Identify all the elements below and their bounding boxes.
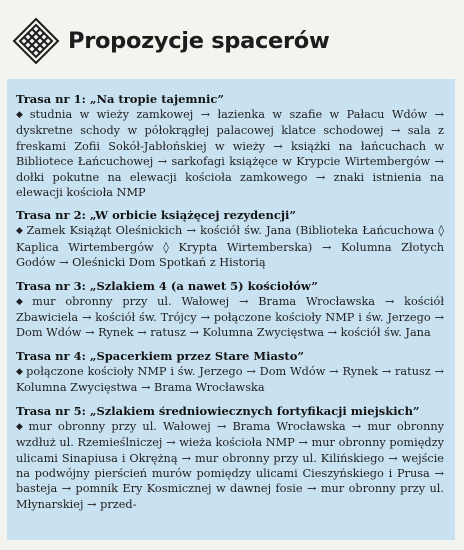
diamond-lattice-icon xyxy=(12,17,60,65)
route-description xyxy=(16,223,444,270)
route-description xyxy=(16,419,444,512)
route-3 xyxy=(16,279,444,341)
route-title: Trasa nr 3: „Szlakiem 4 (a nawet 5) kościołów” xyxy=(16,278,318,293)
route-stops: połączone kościoły NMP i św. Jerzego → Dom Wdów → Rynek → ratusz → Kolumna Zwycięstwa → Brama Wrocławska xyxy=(16,364,445,395)
route-1 xyxy=(16,92,444,200)
bullet-icon: ◆ xyxy=(16,226,24,237)
route-4 xyxy=(16,349,444,396)
bullet-icon: ◆ xyxy=(16,296,30,307)
route-description xyxy=(16,294,444,341)
route-description xyxy=(16,107,444,200)
bullet-icon: ◆ xyxy=(16,110,27,120)
route-stops: mur obronny przy ul. Wałowej → Brama Wrocławska → kościół Zbawiciela → kościół św. Trójcy → połączone kościoły NMP i św. Jerzego → Dom Wdów → Rynek → ratusz → Kolumna Zwycięstwa → kościół św. Jana xyxy=(16,294,444,340)
header xyxy=(12,17,329,65)
route-title: Trasa nr 5: „Szlakiem średniowiecznych fortyfikacji miejskich” xyxy=(16,403,420,418)
route-description xyxy=(16,364,444,396)
route-2 xyxy=(16,208,444,270)
page-title: Propozycje spacerów xyxy=(68,28,330,54)
route-stops: mur obronny przy ul. Wałowej → Brama Wrocławska → mur obronny wzdłuż ul. Rzemieślniczej → wieża kościoła NMP → mur obronny pomiędzy ulicami Sinapiusa i Okrężną → mur obronny przy ul. Kilińskiego → wejście na podwójny pierścień murów pomiędzy ulicami Cieszyńskiego i Prusa → basteja → pomnik Ery Kosmicznej w dawnej fosie → mur obronny przy ul. Młynarskiej → przed- xyxy=(16,419,445,511)
bullet-icon: ◆ xyxy=(16,421,26,432)
route-stops: Zamek Książąt Oleśnickich → kościół św. Jana (Biblioteka Łańcuchowa ◊ Kaplica Wirtembergów ◊ Krypta Wirtemberska) → Kolumna Złotych Godów → Oleśnicki Dom Spotkań z Historią xyxy=(16,224,444,270)
route-title: Trasa nr 2: „W orbicie książęcej rezydencji” xyxy=(16,208,296,223)
route-title: Trasa nr 4: „Spacerkiem przez Stare Miasto” xyxy=(16,348,304,363)
route-stops: studnia w wieży zamkowej → łazienka w szafie w Pałacu Wdów → dyskretne schody w półokrągłej palacowej klatce schodowej → sala z freskami Zofii Sokół-Jabłońskiej w wieży → książki na łańcuchach w Bibliotece Łańcuchowej → sarkofagi książęce w Krypcie Wirtembergów → dołki pokutne na elewacji kościoła zamkowego → znaki istnienia na elewacji kościoła NMP xyxy=(16,108,445,200)
route-5 xyxy=(16,404,444,512)
routes-list xyxy=(16,92,444,520)
bullet-icon: ◆ xyxy=(16,366,24,377)
route-title: Trasa nr 1: „Na tropie tajemnic” xyxy=(16,92,224,106)
